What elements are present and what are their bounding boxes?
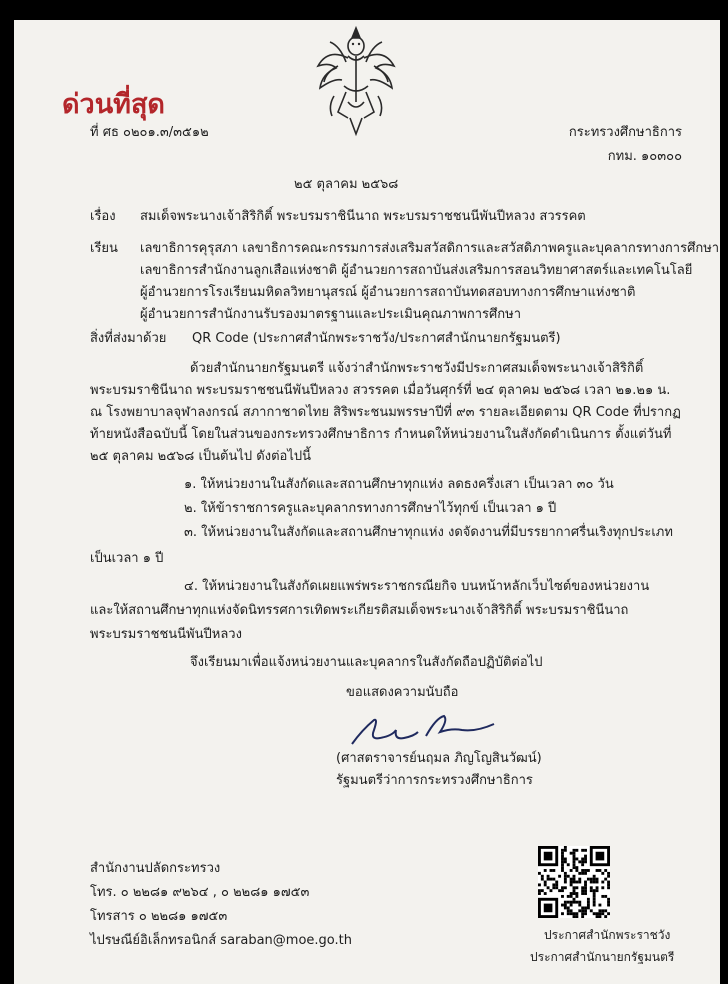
body-line: พระบรมราชินีนาถ พระบรมราชชนนีพันปีหลวง สวรรคต เมื่อวันศุกร์ที่ ๒๔ ตุลาคม ๒๕๖๘ เวลา ๒๑.๒๑ น. — [90, 383, 671, 398]
closing-sentence: จึงเรียนมาเพื่อแจ้งหน่วยงานและบุคลากรในสังกัดถือปฏิบัติต่อไป — [190, 655, 543, 670]
body-line: ณ โรงพยาบาลจุฬาลงกรณ์ สภากาชาดไทย สิริพระชนมพรรษาปีที่ ๙๓ รายละเอียดตาม QR Code ที่ปรากฏ — [90, 405, 681, 420]
qr-code[interactable] — [538, 846, 610, 918]
footer-email: ไปรษณีย์อิเล็กทรอนิกส์ saraban@moe.go.th — [90, 933, 352, 948]
document-number: ที่ ศธ ๐๒๐๑.๓/๓๕๑๒ — [90, 125, 209, 140]
qr-caption-line: ประกาศสำนักนายกรัฐมนตรี — [530, 950, 675, 964]
subject-text: สมเด็จพระนางเจ้าสิริกิติ์ พระบรมราชินีนาถ พระบรมราชชนนีพันปีหลวง สวรรคต — [140, 209, 586, 224]
recipient-line: ผู้อำนวยการโรงเรียนมหิดลวิทยานุสรณ์ ผู้อำนวยการสถาบันทดสอบทางการศึกษาแห่งชาติ — [140, 285, 636, 300]
recipient-line: เลขาธิการคุรุสภา เลขาธิการคณะกรรมการส่งเสริมสวัสดิการและสวัสดิภาพครูและบุคลากรทางการศึกษา — [140, 241, 720, 256]
signatory-name: (ศาสตราจารย์นฤมล ภิญโญสินวัฒน์) — [336, 751, 542, 766]
instruction-item-4-continued: พระบรมราชชนนีพันปีหลวง — [90, 627, 242, 642]
instruction-item-1: ๑. ให้หน่วยงานในสังกัดและสถานศึกษาทุกแห่ง ลดธงครึ่งเสา เป็นเวลา ๓๐ วัน — [184, 477, 614, 492]
footer-office: สำนักงานปลัดกระทรวง — [90, 861, 221, 876]
body-line: ๒๕ ตุลาคม ๒๕๖๘ เป็นต้นไป ดังต่อไปนี้ — [90, 449, 312, 464]
signatory-position: รัฐมนตรีว่าการกระทรวงศึกษาธิการ — [336, 773, 533, 788]
garuda-emblem — [308, 22, 404, 138]
instruction-item-3: ๓. ให้หน่วยงานในสังกัดและสถานศึกษาทุกแห่ง งดจัดงานที่มีบรรยากาศรื่นเริงทุกประเภท — [184, 525, 673, 540]
document-date: ๒๕ ตุลาคม ๒๕๖๘ — [294, 177, 399, 192]
handwritten-signature — [344, 710, 504, 750]
instruction-item-2: ๒. ให้ข้าราชการครูและบุคลากรทางการศึกษาไว้ทุกข์ เป็นเวลา ๑ ปี — [184, 501, 557, 516]
instruction-item-4-continued: และให้สถานศึกษาทุกแห่งจัดนิทรรศการเทิดพระเกียรติสมเด็จพระนางเจ้าสิริกิติ์ พระบรมราชินีนาถ — [90, 603, 629, 618]
ministry-name: กระทรวงศึกษาธิการ — [568, 125, 682, 140]
document-page — [14, 20, 720, 984]
regards: ขอแสดงความนับถือ — [346, 685, 459, 700]
instruction-item-3-continued: เป็นเวลา ๑ ปี — [90, 551, 164, 566]
enclosure-label: สิ่งที่ส่งมาด้วย — [90, 331, 167, 346]
qr-caption-line: ประกาศสำนักพระราชวัง — [544, 928, 671, 942]
recipient-line: เลขาธิการสำนักงานลูกเสือแห่งชาติ ผู้อำนวยการสถาบันส่งเสริมการสอนวิทยาศาสตร์และเทคโนโลยี — [140, 263, 693, 278]
recipient-line: ผู้อำนวยการสำนักงานรับรองมาตรฐานและประเมินคุณภาพการศึกษา — [140, 307, 522, 322]
enclosure-text: QR Code (ประกาศสำนักพระราชวัง/ประกาศสำนักนายกรัฐมนตรี) — [192, 331, 561, 346]
body-line: ท้ายหนังสือฉบับนี้ โดยในส่วนของกระทรวงศึกษาธิการ กำหนดให้หน่วยงานในสังกัดดำเนินการ ตั้งแต่วันที่ — [90, 427, 672, 442]
body-line: ด้วยสำนักนายกรัฐมนตรี แจ้งว่าสำนักพระราชวังมีประกาศสมเด็จพระนางเจ้าสิริกิติ์ — [190, 361, 644, 376]
instruction-item-4: ๔. ให้หน่วยงานในสังกัดเผยแพร่พระราชกรณียกิจ บนหน้าหลักเว็บไซต์ของหน่วยงาน — [184, 579, 650, 594]
subject-label: เรื่อง — [90, 209, 116, 224]
footer-fax: โทรสาร ๐ ๒๒๘๑ ๑๗๕๓ — [90, 909, 228, 924]
urgency-heading: ด่วนที่สุด — [62, 89, 165, 120]
recipients-label: เรียน — [90, 241, 118, 256]
footer-tel: โทร. ๐ ๒๒๘๑ ๙๒๖๔ , ๐ ๒๒๘๑ ๑๗๕๓ — [90, 885, 310, 900]
postcode: กทม. ๑๐๓๐๐ — [607, 149, 682, 164]
